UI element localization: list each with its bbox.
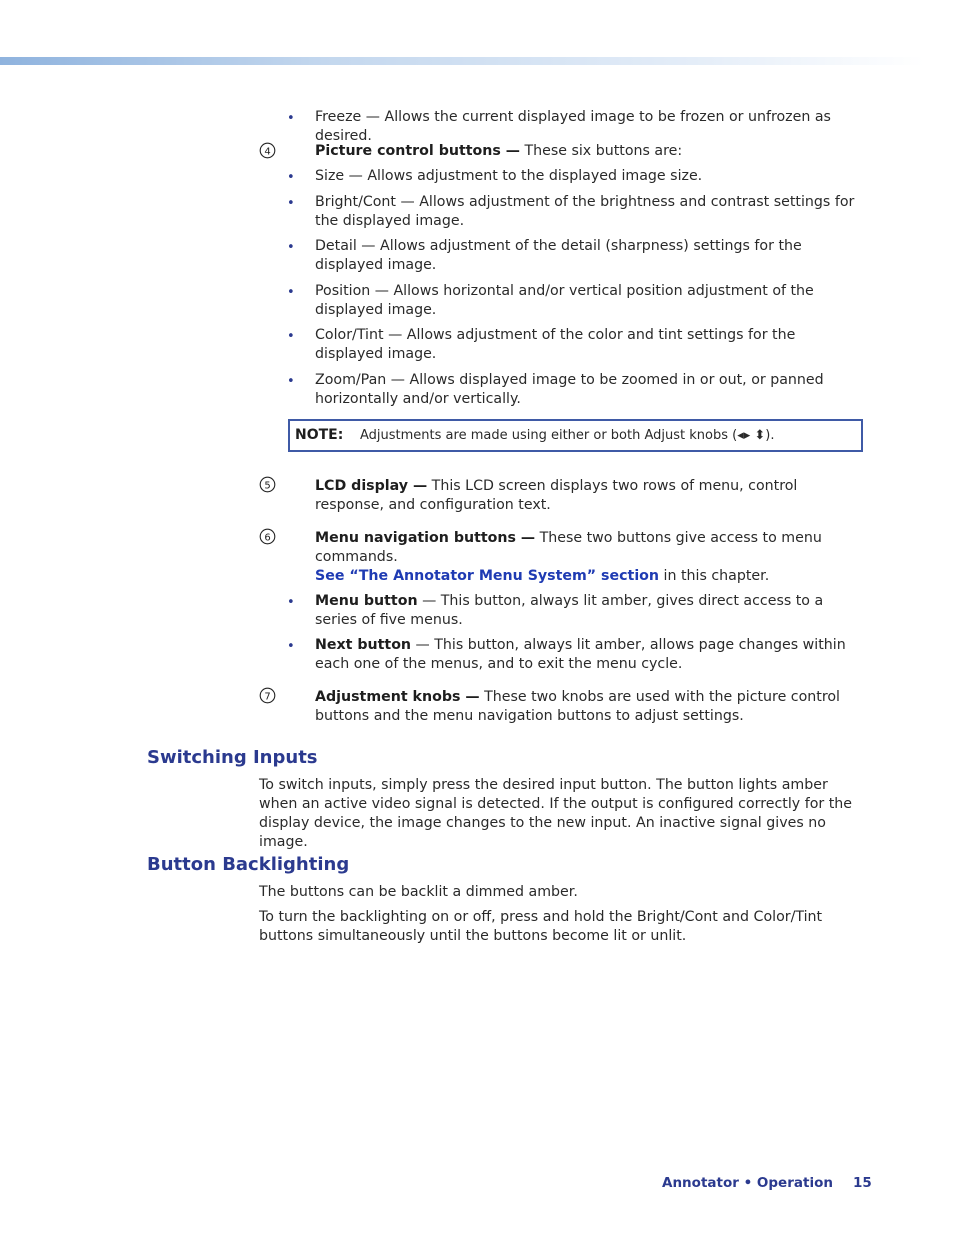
circled-number-text: 7 — [264, 691, 271, 703]
section-heading-button-backlighting: Button Backlighting — [147, 854, 350, 875]
page-number: 15 — [853, 1175, 872, 1191]
bullet-desc: — Allows adjustment of the brightness and contrast settings for the displayed image. — [315, 194, 855, 229]
bullet-freeze — [315, 108, 867, 146]
bullet-term: Next button — [315, 637, 412, 653]
bullet-icon: • — [287, 170, 295, 185]
bullet-icon: • — [287, 374, 295, 389]
item-desc: This LCD screen displays two rows of menu, control response, and configuration text. — [315, 478, 798, 513]
bullet-desc: — Allows the current displayed image to be frozen or unfrozen as desired. — [315, 109, 831, 144]
link-suffix: in this chapter. — [659, 568, 770, 584]
item-desc: These two knobs are used with the picture control buttons and the menu navigation buttons to adjust settings. — [315, 689, 840, 724]
bullet-icon: • — [287, 111, 295, 126]
menu-system-link[interactable]: See “The Annotator Menu System” section — [315, 568, 660, 584]
bullet-term: Detail — [315, 238, 357, 254]
bullet-term: Size — [315, 168, 345, 184]
bullet-desc: — Allows horizontal and/or vertical position adjustment of the displayed image. — [315, 283, 814, 318]
bullet-desc: — Allows adjustment of the detail (sharpness) settings for the displayed image. — [315, 238, 802, 273]
bullet-icon: • — [287, 285, 295, 300]
bullet-term: Bright/Cont — [315, 194, 396, 210]
bullet-next-button — [315, 636, 867, 674]
bullet-desc: — This button, always lit amber, allows page changes within each one of the menus, and to exit the menu cycle. — [315, 637, 846, 672]
bullet-color-tint — [315, 326, 867, 364]
bullet-icon: • — [287, 639, 295, 654]
item-term: LCD display — — [315, 478, 428, 494]
item-desc: These six buttons are: — [519, 143, 683, 159]
bullet-bright-cont — [315, 193, 867, 231]
circled-number-5-icon — [259, 476, 276, 493]
item-term: Menu navigation buttons — — [315, 530, 536, 546]
bullet-position — [315, 282, 867, 320]
bullet-detail — [315, 237, 867, 275]
paragraph: To turn the backlighting on or off, press and hold the Bright/Cont and Color/Tint buttons simultaneously until the buttons become lit or unlit. — [259, 909, 823, 944]
bullet-size — [315, 167, 867, 186]
bullet-term: Zoom/Pan — [315, 372, 387, 388]
item-lcd-display — [315, 477, 867, 515]
bullet-term: Freeze — [315, 109, 362, 125]
note-label: NOTE: — [295, 427, 344, 443]
bullet-icon: • — [287, 595, 295, 610]
circled-number-6-icon — [259, 528, 276, 545]
circled-number-text: 5 — [264, 480, 271, 492]
bullet-icon: • — [287, 329, 295, 344]
bullet-menu-button — [315, 592, 867, 630]
circled-number-7-icon — [259, 687, 276, 704]
bullet-desc: — Allows displayed image to be zoomed in or out, or panned horizontally and/or vertically. — [315, 372, 824, 407]
bullet-term: Menu button — [315, 593, 418, 609]
header-gradient-bar — [0, 57, 924, 65]
bullet-term: Color/Tint — [315, 327, 384, 343]
item-adjustment-knobs — [315, 688, 867, 726]
item-term: Picture control buttons — — [315, 143, 520, 159]
bullet-icon: • — [287, 196, 295, 211]
bullet-icon: • — [287, 240, 295, 255]
item-desc: These two buttons give access to menu commands. — [315, 530, 822, 565]
bullet-desc: — Allows adjustment of the color and tint settings for the displayed image. — [315, 327, 796, 362]
note-box — [288, 419, 863, 452]
section-heading-switching-inputs: Switching Inputs — [147, 747, 318, 768]
note-text: Adjustments are made using either or both Adjust knobs (◂▸ ⬍). — [360, 428, 775, 443]
circled-number-text: 4 — [264, 146, 271, 158]
bullet-zoom-pan — [315, 371, 867, 409]
item-menu-navigation — [315, 529, 867, 586]
item-term: Adjustment knobs — — [315, 689, 480, 705]
item-picture-control — [315, 142, 867, 161]
circled-number-4-icon — [259, 142, 276, 159]
bullet-term: Position — [315, 283, 371, 299]
circled-number-text: 6 — [264, 532, 271, 544]
bullet-desc: — This button, always lit amber, gives direct access to a series of five menus. — [315, 593, 824, 628]
bullet-desc: — Allows adjustment to the displayed image size. — [344, 168, 703, 184]
paragraph: To switch inputs, simply press the desired input button. The button lights amber when an active video signal is detected. If the output is configured correctly for the display device, the image changes to the new input. An inactive signal gives no image. — [259, 777, 853, 850]
footer-title: Annotator • Operation — [662, 1175, 833, 1191]
paragraph: The buttons can be backlit a dimmed amber. — [259, 884, 578, 900]
